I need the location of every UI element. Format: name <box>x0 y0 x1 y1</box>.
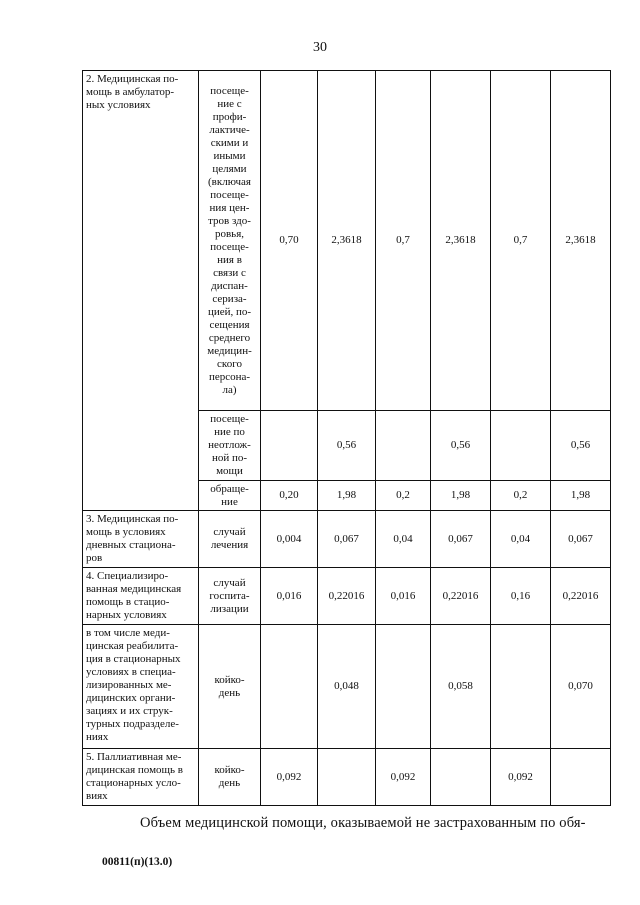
value-cell: 0,22016 <box>551 568 611 625</box>
value-cell: 2,3618 <box>431 71 491 411</box>
value-cell: 0,04 <box>376 511 431 568</box>
value-cell: 0,070 <box>551 625 611 749</box>
value-cell: 2,3618 <box>551 71 611 411</box>
value-cell: 0,56 <box>318 411 376 481</box>
value-cell: 1,98 <box>318 481 376 511</box>
row-name-cell: 2. Медицинская по- мощь в амбулатор- ных условиях <box>83 71 199 511</box>
row-name-cell: 5. Паллиативная ме- дицинская помощь в стационарных усло- виях <box>83 749 199 806</box>
value-cell: 0,067 <box>431 511 491 568</box>
row-name-cell: 4. Специализиро- ванная медицинская помощь в стацио- нарных условиях <box>83 568 199 625</box>
value-cell: 0,7 <box>491 71 551 411</box>
value-cell: 0,067 <box>551 511 611 568</box>
value-cell: 0,067 <box>318 511 376 568</box>
document-code: 00811(п)(13.0) <box>102 856 173 868</box>
unit-cell: посеще- ние по неотлож- ной по- мощи <box>199 411 261 481</box>
value-cell: 0,22016 <box>431 568 491 625</box>
value-cell: 0,058 <box>431 625 491 749</box>
value-cell <box>376 625 431 749</box>
value-cell <box>261 411 318 481</box>
row-name-cell: в том числе меди- цинская реабилита- ция в стационарных условиях в специа- лизированных ме- дицинских органи- зациях и их струк- турных подразделе- ниях <box>83 625 199 749</box>
value-cell: 0,092 <box>376 749 431 806</box>
value-cell <box>431 749 491 806</box>
value-cell: 0,16 <box>491 568 551 625</box>
value-cell: 1,98 <box>551 481 611 511</box>
value-cell: 0,2 <box>491 481 551 511</box>
value-cell: 0,092 <box>261 749 318 806</box>
value-cell <box>376 411 431 481</box>
table-row <box>83 71 611 411</box>
table-row <box>83 749 611 806</box>
value-cell <box>261 625 318 749</box>
value-cell: 0,04 <box>491 511 551 568</box>
volume-table <box>82 70 611 806</box>
value-cell: 0,016 <box>376 568 431 625</box>
value-cell <box>551 749 611 806</box>
value-cell: 1,98 <box>431 481 491 511</box>
value-cell: 0,048 <box>318 625 376 749</box>
unit-cell: обраще- ние <box>199 481 261 511</box>
value-cell: 0,20 <box>261 481 318 511</box>
unit-cell: случай госпита- лизации <box>199 568 261 625</box>
value-cell: 0,70 <box>261 71 318 411</box>
table-row <box>83 568 611 625</box>
value-cell: 0,004 <box>261 511 318 568</box>
value-cell <box>491 625 551 749</box>
table-row <box>83 625 611 749</box>
value-cell: 0,092 <box>491 749 551 806</box>
unit-cell: случай лечения <box>199 511 261 568</box>
table-row <box>83 511 611 568</box>
value-cell: 0,7 <box>376 71 431 411</box>
page-number: 30 <box>313 40 327 55</box>
value-cell: 0,56 <box>551 411 611 481</box>
value-cell: 0,2 <box>376 481 431 511</box>
value-cell: 0,016 <box>261 568 318 625</box>
value-cell: 0,56 <box>431 411 491 481</box>
value-cell: 2,3618 <box>318 71 376 411</box>
row-name-cell: 3. Медицинская по- мощь в условиях дневных стациона- ров <box>83 511 199 568</box>
value-cell <box>491 411 551 481</box>
unit-cell: койко- день <box>199 749 261 806</box>
unit-cell: койко- день <box>199 625 261 749</box>
value-cell: 0,22016 <box>318 568 376 625</box>
body-paragraph: Объем медицинской помощи, оказываемой не застрахованным по обя- <box>140 815 586 831</box>
value-cell <box>318 749 376 806</box>
unit-cell: посеще- ние с профи- лактиче- скими и иными целями (включая посеще- ния цен- тров здо- ровья, посеще- ния в связи с диспан- серизa- цией, по- сещения среднего медицин- ского персона- ла) <box>199 71 261 411</box>
